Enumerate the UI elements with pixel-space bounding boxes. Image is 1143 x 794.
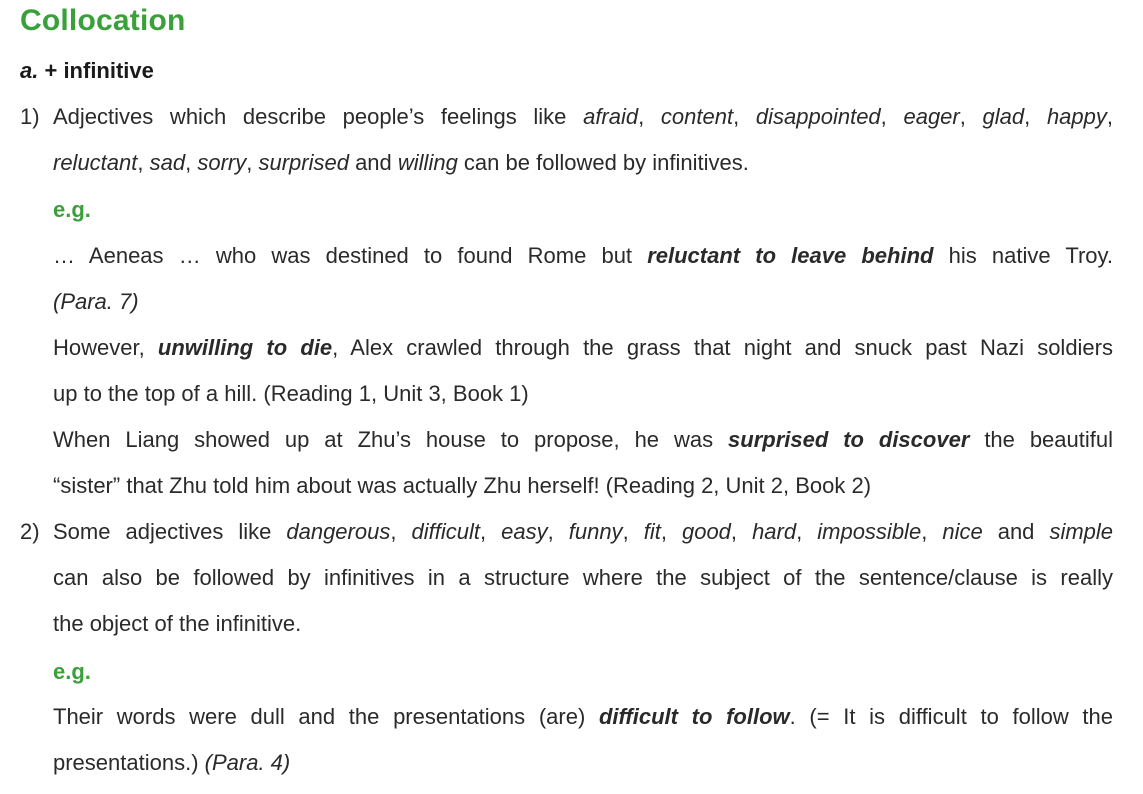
collocation: unwilling to die <box>157 335 333 360</box>
text: Some adjectives like <box>53 519 287 544</box>
item2-line1 <box>53 518 1113 546</box>
adj: impossible <box>817 519 922 544</box>
sep: , <box>880 104 904 129</box>
adj: difficult <box>411 519 480 544</box>
collocation: difficult to follow <box>598 704 790 729</box>
example-3-line2: “sister” that Zhu told him about was actually Zhu herself! (Reading 2, Unit 2, Book 2) <box>53 473 872 498</box>
sep: , <box>660 519 682 544</box>
source-ref: (Para. 4) <box>204 750 291 775</box>
example-2-line1 <box>53 334 1113 362</box>
adj: nice <box>942 519 983 544</box>
adj: surprised <box>258 150 349 175</box>
source-ref: (Para. 7) <box>53 289 139 314</box>
text: Adjectives which describe people’s feelings like <box>53 104 584 129</box>
sep: , <box>390 519 412 544</box>
text: However, <box>53 335 158 360</box>
item2-line3: the object of the infinitive. <box>53 611 302 636</box>
adj: happy <box>1046 104 1107 129</box>
sep: , <box>246 150 259 175</box>
adj: fit <box>643 519 661 544</box>
example-4-line1 <box>53 703 1113 731</box>
text: the beautiful <box>969 427 1113 452</box>
adj: willing <box>397 150 458 175</box>
text: . (= It is difficult to follow the <box>789 704 1113 729</box>
adj: eager <box>903 104 960 129</box>
item2-line2: can also be followed by infinitives in a structure where the subject of the sentence/clause is really <box>53 565 1113 590</box>
item-number-2: 2) <box>20 519 40 544</box>
item-number-1: 1) <box>20 104 40 129</box>
text: , Alex crawled through the grass that night and snuck past Nazi soldiers <box>332 335 1113 360</box>
subheading-text: + infinitive <box>44 58 154 83</box>
collocation: reluctant to leave behind <box>647 243 934 268</box>
sep: , <box>479 519 502 544</box>
sep: , <box>730 519 753 544</box>
text: When Liang showed up at Zhu’s house to propose, he was <box>53 427 729 452</box>
text: … Aeneas … who was destined to found Rome but <box>53 243 648 268</box>
sep: , <box>733 104 756 129</box>
adj: disappointed <box>755 104 881 129</box>
subheading <box>20 58 154 84</box>
adj: sad <box>149 150 186 175</box>
text: presentations.) <box>53 750 205 775</box>
sep: , <box>796 519 818 544</box>
adj: easy <box>501 519 548 544</box>
section-title: Collocation <box>20 4 186 37</box>
adj: afraid <box>583 104 639 129</box>
subheading-letter: a. <box>20 58 39 83</box>
example-label: e.g. <box>53 659 91 684</box>
sep: , <box>137 150 150 175</box>
sep: , <box>1106 104 1114 129</box>
adj: content <box>660 104 734 129</box>
example-1-source <box>53 288 1113 316</box>
adj: funny <box>568 519 623 544</box>
adj: reluctant <box>53 150 138 175</box>
adj: sorry <box>197 150 247 175</box>
item1-line1 <box>53 103 1113 131</box>
example-label: e.g. <box>53 197 91 222</box>
adj: hard <box>752 519 797 544</box>
collocation: surprised to discover <box>728 427 970 452</box>
adj: glad <box>982 104 1025 129</box>
text: his native Troy. <box>933 243 1113 268</box>
sep: , <box>622 519 644 544</box>
sep: , <box>921 519 943 544</box>
item1-line2 <box>53 149 1113 177</box>
sep: , <box>547 519 569 544</box>
sep: , <box>1024 104 1047 129</box>
sep: and <box>348 150 398 175</box>
text: can be followed by infinitives. <box>457 150 749 175</box>
sep: , <box>638 104 661 129</box>
sep: and <box>982 519 1050 544</box>
sep: , <box>959 104 983 129</box>
adj: dangerous <box>286 519 391 544</box>
sep: , <box>185 150 198 175</box>
adj: simple <box>1049 519 1114 544</box>
example-2-line2: up to the top of a hill. (Reading 1, Unit 3, Book 1) <box>53 381 529 406</box>
example-3-line1 <box>53 426 1113 454</box>
text: Their words were dull and the presentations (are) <box>53 704 599 729</box>
example-4-line2 <box>53 749 1113 777</box>
example-1-line1 <box>53 242 1113 270</box>
adj: good <box>681 519 731 544</box>
